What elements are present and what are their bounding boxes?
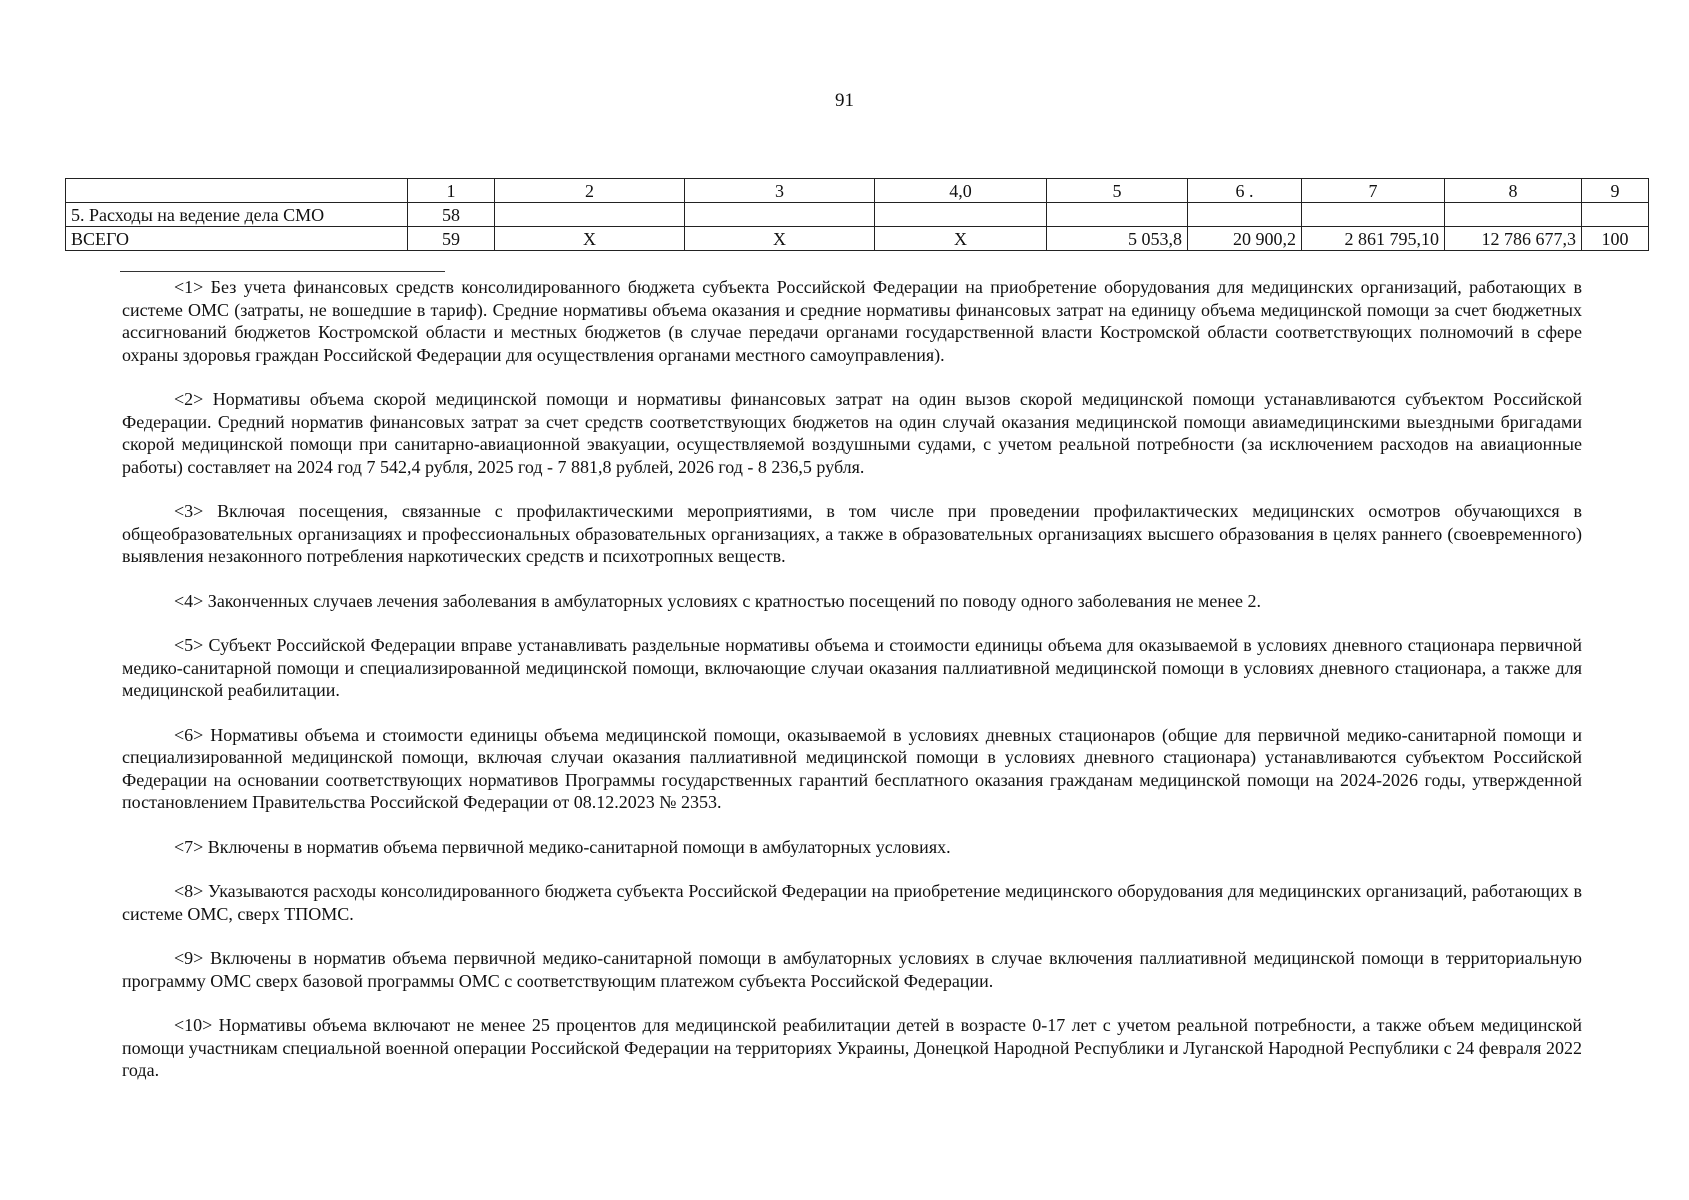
table-row-total xyxy=(66,227,1649,251)
table-cell: X xyxy=(875,227,1047,251)
header-cell: 7 xyxy=(1302,179,1445,203)
table-cell xyxy=(1188,203,1302,227)
footnote-3: <3> Включая посещения, связанные с профилактическими мероприятиями, в том числе при проведении профилактических медицинских осмотров обучающихся в общеобразовательных организациях и профессиональных образовательных организациях, а также в образовательных организациях высшего образования в целях раннего (своевременного) выявления незаконного потребления наркотических средств и психотропных веществ. xyxy=(122,501,1582,566)
table-cell: X xyxy=(685,227,875,251)
table-cell: X xyxy=(495,227,685,251)
page-number: 91 xyxy=(835,90,854,111)
footnote-8: <8> Указываются расходы консолидированного бюджета субъекта Российской Федерации на приобретение медицинского оборудования для медицинских организаций, работающих в системе ОМС, сверх ТПОМС. xyxy=(122,881,1582,924)
header-cell xyxy=(66,179,408,203)
table-cell: 2 861 795,10 xyxy=(1302,227,1445,251)
table-cell xyxy=(1302,203,1445,227)
footnote-9: <9> Включены в норматив объема первичной медико-санитарной помощи в амбулаторных условиях в случае включения паллиативной медицинской помощи в территориальную программу ОМС сверх базовой программы ОМС с соответствующим платежом субъекта Российской Федерации. xyxy=(122,948,1582,991)
footnote-6: <6> Нормативы объема и стоимости единицы объема медицинской помощи, оказываемой в условиях дневных стационаров (общие для первичной медико-санитарной помощи и специализированной медицинской помощи, включая случаи оказания паллиативной медицинской помощи в условиях дневного стационара) устанавливаются субъектом Российской Федерации на основании соответствующих нормативов Программы государственных гарантий бесплатного оказания гражданам медицинской помощи на 2024-2026 годы, утвержденной постановлением Правительства Российской Федерации от 08.12.2023 № 2353. xyxy=(122,724,1582,812)
header-cell: 6 . xyxy=(1188,179,1302,203)
table-cell xyxy=(1582,203,1649,227)
footnotes-section xyxy=(122,276,1582,1104)
table-cell: 20 900,2 xyxy=(1188,227,1302,251)
footnote-4: <4> Законченных случаев лечения заболевания в амбулаторных условиях с кратностью посещений по поводу одного заболевания не менее 2. xyxy=(174,590,1262,611)
footnote-5: <5> Субъект Российской Федерации вправе устанавливать раздельные нормативы объема и стоимости единицы объема для оказываемой в условиях дневного стационара первичной медико-санитарной помощи и специализированной медицинской помощи, включающие случаи оказания паллиативной медицинской помощи в условиях дневного стационара, а также для медицинской реабилитации. xyxy=(122,635,1582,700)
table-row xyxy=(66,203,1649,227)
table-cell xyxy=(875,203,1047,227)
summary-table xyxy=(65,178,1649,251)
row-code-cell: 58 xyxy=(408,203,495,227)
header-cell: 5 xyxy=(1047,179,1188,203)
table-header-row xyxy=(66,179,1649,203)
table-cell: 5 053,8 xyxy=(1047,227,1188,251)
header-cell: 2 xyxy=(495,179,685,203)
row-code-cell: 59 xyxy=(408,227,495,251)
header-cell: 1 xyxy=(408,179,495,203)
footnote-1: <1> Без учета финансовых средств консолидированного бюджета субъекта Российской Федерации на приобретение оборудования для медицинских организаций, работающих в системе ОМС (затраты, не вошедшие в тариф). Средние нормативы объема оказания и средние нормативы финансовых затрат на единицу объема медицинской помощи за счет бюджетных ассигнований бюджетов Костромской области и местных бюджетов (в случае передачи органами государственной власти Костромской области соответствующих полномочий в сфере охраны здоровья граждан Российской Федерации для осуществления органами местного самоуправления). xyxy=(122,277,1582,365)
row-label-cell: 5. Расходы на ведение дела СМО xyxy=(66,203,408,227)
header-cell: 3 xyxy=(685,179,875,203)
row-label-cell: ВСЕГО xyxy=(66,227,408,251)
header-cell: 8 xyxy=(1445,179,1582,203)
header-cell: 4,0 xyxy=(875,179,1047,203)
table-cell xyxy=(685,203,875,227)
footnote-10: <10> Нормативы объема включают не менее 25 процентов для медицинской реабилитации детей в возрасте 0-17 лет с учетом реальной потребности, а также объем медицинской помощи участникам специальной военной операции Российской Федерации на территориях Украины, Донецкой Народной Республики и Луганской Народной Республики с 24 февраля 2022 года. xyxy=(122,1015,1582,1080)
table-cell xyxy=(1445,203,1582,227)
footnote-2: <2> Нормативы объема скорой медицинской помощи и нормативы финансовых затрат на один вызов скорой медицинской помощи устанавливаются субъектом Российской Федерации. Средний норматив финансовых затрат за счет средств соответствующих бюджетов на один случай оказания медицинской помощи авиамедицинскими выездными бригадами скорой медицинской помощи при санитарно-авиационной эвакуации, осуществляемой воздушными судами, с учетом реальной потребности (за исключением расходов на авиационные работы) составляет на 2024 год 7 542,4 рубля, 2025 год - 7 881,8 рублей, 2026 год - 8 236,5 рубля. xyxy=(122,389,1582,477)
table-cell xyxy=(495,203,685,227)
table-cell: 100 xyxy=(1582,227,1649,251)
footnote-7: <7> Включены в норматив объема первичной медико-санитарной помощи в амбулаторных условиях. xyxy=(174,836,951,857)
table-cell: 12 786 677,3 xyxy=(1445,227,1582,251)
table-cell xyxy=(1047,203,1188,227)
header-cell: 9 xyxy=(1582,179,1649,203)
footnote-divider xyxy=(120,271,445,272)
